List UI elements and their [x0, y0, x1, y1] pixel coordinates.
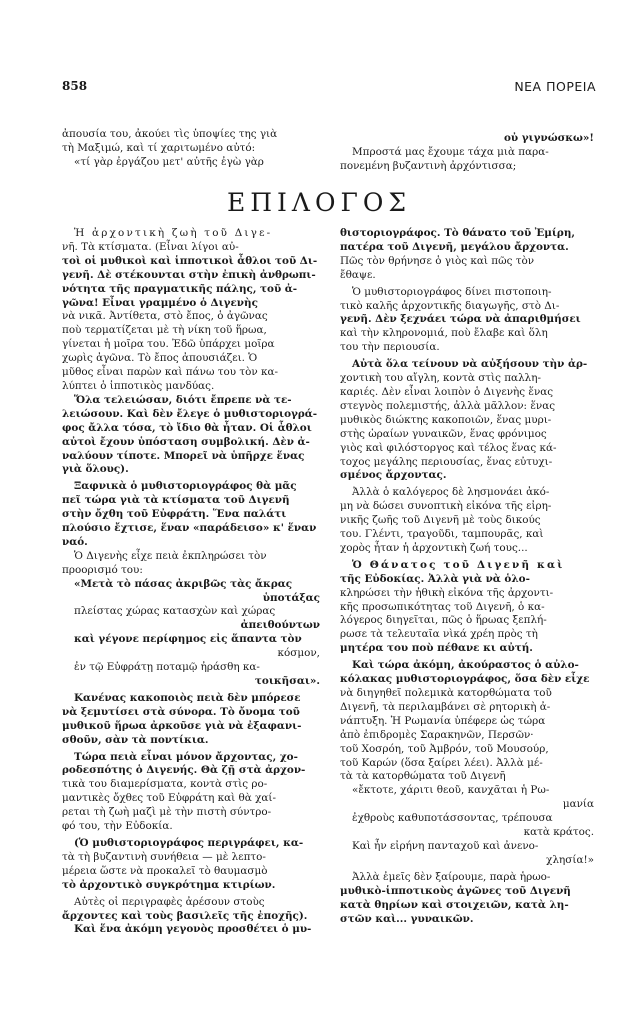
text-line: πλούσιο ἔχτισε, ἕναν «παράδεισο» κ' ἕναν — [62, 522, 317, 535]
text-line: αὐτοὶ ἔχουν ὑπόσταση συμβολική. Δὲν ἀ- — [62, 435, 310, 448]
running-header: ΝΕΑ ΠΟΡΕΙΑ — [514, 79, 596, 94]
text-line: νὰ νικᾶ. Ἀντίθετα, στὸ ἔπος, ὁ ἀγῶνας — [62, 310, 268, 323]
text-line: μυθικὸς διώκτης κακοποιῶν, ἕνας μυρι- — [340, 413, 552, 426]
text-line: κόλακας μυθιστοριογράφος, ὅσα δὲν εἶχε — [340, 673, 590, 686]
text-line: γιὸς καὶ φιλόστοργος καὶ τέλος ἕνας κά- — [340, 441, 557, 454]
text-line: σμένος ἄρχοντας. — [340, 469, 447, 482]
text-line: του. Γλέντι, τραγοῦδι, ταμπουρᾶς, καὶ — [340, 528, 544, 541]
text-line: πεῖ τώρα γιὰ τὰ κτίσματα τοῦ Διγενῆ — [62, 494, 290, 507]
text-line: τικὸ καλῆς ἀρχοντικῆς διαγωγῆς, στὸ Δι- — [340, 299, 560, 312]
text-line: Ἀλλὰ ἐμεῖς δὲν ξαίρουμε, παρὰ ἡρωο- — [352, 870, 551, 883]
text-line: λειώσουν. Καὶ δὲν ἔλεγε ὁ μυθιστοριογρά- — [62, 407, 318, 420]
verse-line: ἐν τῷ Εὐφράτῃ ποταμῷ ἠράσθη κα- — [74, 661, 260, 674]
text-line: Ἡ ἀρχοντικὴ ζωὴ τοῦ Διγε- — [74, 227, 273, 239]
text-line: καὶ τὴν κληρονομιά, ποὺ ἔλαβε καὶ ὅλη — [340, 327, 548, 340]
text-line: νὰ διηγηθεῖ πολεμικὰ κατορθώματα τοῦ — [340, 687, 552, 699]
text-line: μητέρα του ποὺ πέθανε κι αὐτή. — [340, 642, 533, 655]
text-line: Μπροστά μας ἔχουμε τάχα μιὰ παρα- — [352, 145, 549, 158]
verse-line: ἀπειθούντων — [240, 619, 320, 632]
text-line: ροδεσπότης ὁ Διγενής. Θὰ ζῇ στὰ ἀρχον- — [62, 764, 306, 777]
right-column — [340, 227, 594, 926]
text-line: γίνεται ἡ μοῖρα του. Ἐδῶ ὑπάρχει μοῖρα — [62, 338, 275, 351]
text-line: ναό. — [62, 535, 88, 548]
text-line: ρωσε τὰ τελευταῖα νὶκά χρέη πρὸς τὴ — [340, 628, 538, 641]
text-line: ναλύουν τίποτε. Μπορεῖ νὰ ὑπῆρχε ἕνας — [62, 449, 305, 462]
verse-line: Καὶ ἦν εἰρήνη πανταχοῦ καὶ ἀνενο- — [352, 839, 539, 852]
text-line: καριές. Δὲν εἶναι λοιπὸν ὁ Διγενὴς ἕνας — [340, 385, 554, 398]
verse-line: ἐχθροὺς καθυποτάσσοντας, τρέπουσα — [352, 812, 553, 825]
verse-line: τοικῆσαι». — [254, 675, 320, 687]
text-line: μέρεια ὥστε νὰ προκαλεῖ τὸ θαυμασμὸ — [62, 864, 268, 877]
text-line: κατὰ θηρίων καὶ στοιχειῶν, κατὰ λη- — [340, 898, 569, 911]
text-line: τὸ ἀρχοντικὸ συγκρότημα κτιρίων. — [62, 878, 276, 891]
top-left-continuation — [62, 128, 320, 170]
text-line: Ἀλλὰ ὁ καλόγερος δὲ λησμονάει ἀκό- — [352, 486, 550, 499]
text-line: τοῦ Χοσρόη, τοῦ Ἀμβρόν, τοῦ Μουσούρ, — [340, 742, 549, 755]
text-line: μῦθος εἶναι παρὼν καὶ πάνω του τὸν κα- — [62, 366, 279, 379]
page-number: 858 — [62, 79, 88, 93]
text-line: Αὐτὲς οἱ περιγραφὲς ἀρέσουν στοὺς — [74, 895, 265, 908]
text-line: τοὶ οἱ μυθικοὶ καὶ ἱπποτικοὶ ἆθλοι τοῦ Δι- — [62, 254, 318, 267]
text-line: τὴ Μαξιμώ, καὶ τί χαριτωμένο αὐτό: — [62, 141, 256, 154]
text-line: γιὰ ὅλους). — [62, 463, 129, 476]
verse-line: «Μετὰ τὸ πάσας ἀκριβῶς τὰς ἄκρας — [74, 577, 293, 590]
text-line: ρεται τὴ ζωὴ μαζὶ μὲ τὴν πιστὴ σύντρο- — [62, 806, 272, 819]
text-line: (Ὁ μυθιστοριογράφος περιγράφει, κα- — [74, 836, 304, 849]
text-line: Ὁ Θάνατος τοῦ Διγενῆ καὶ — [352, 558, 565, 571]
text-line: ἄρχοντες καὶ τοὺς βασιλεῖς τῆς ἐποχῆς). — [62, 909, 308, 922]
top-right-continuation — [340, 132, 594, 174]
text-line: χωρὶς ἀγῶνα. Τὸ ἔπος ἀπουσιάζει. Ὁ — [62, 352, 258, 365]
text-line: Διγενῆ, τὰ περιλαμβάνει σὲ ρητορικὴ ἀ- — [340, 700, 551, 713]
text-line: Κανένας κακοποιὸς πειὰ δὲν μπόρεσε — [74, 691, 301, 704]
text-line: ἀπουσία του, ἀκούει τὶς ὑποψίες της γιὰ — [62, 128, 278, 140]
text-line: μαντικὲς ὄχθες τοῦ Εὐφράτη καὶ θὰ χαί- — [62, 792, 276, 805]
text-line: Πῶς τὸν θρήνησε ὁ γιὸς καὶ πῶς τὸν — [340, 254, 535, 267]
text-line: του τὴν περιουσία. — [340, 341, 440, 354]
verse-line: κόσμον, — [277, 647, 320, 660]
text-line: τοχος μεγάλης περιουσίας, ἕνας εὐτυχι- — [340, 455, 553, 468]
text-line: Ὅλα τελειώσαν, διότι ἔπρεπε νὰ τε- — [74, 393, 292, 406]
verse-line: κατὰ κράτος. — [523, 826, 594, 839]
text-line: στὴν ὄχθη τοῦ Εὐφράτη. Ἕνα παλάτι — [62, 508, 287, 521]
text-line: χοντικὴ του αἴγλη, κοντὰ στὶς παλλη- — [340, 372, 541, 385]
text-line: προορισμό του: — [62, 563, 143, 576]
text-line: πονεμένη βυζαντινὴ ἀρχόντισσα; — [340, 159, 517, 172]
section-title: ΕΠΙΛΟΓΟΣ — [227, 188, 411, 217]
text-line: νὰ ξεμυτίσει στὰ σύνορα. Τὸ ὄνομα τοῦ — [62, 705, 300, 718]
text-line: οὐ γιγνώσκω»! — [503, 132, 594, 144]
text-line: γῶνα! Εἶναι γραμμένο ὁ Διγενὴς — [62, 296, 258, 309]
verse-line: ὑποτάξας — [262, 591, 320, 604]
text-line: γενῆ. Δὲ στέκουνται στὴν ἐπικὴ ἀνθρωπι- — [62, 268, 316, 281]
text-line: τικὰ του διαμερίσματα, κοντὰ στὶς ρο- — [62, 778, 268, 791]
text-line: νῆ. Τὰ κτίσματα. (Εἶναι λίγοι αὐ- — [62, 240, 239, 253]
left-column — [62, 227, 320, 937]
text-line: κῆς προσωπικότητας τοῦ Διγενῆ, ὁ κα- — [340, 600, 545, 613]
verse-line: καὶ γέγονε περίφημος εἰς ἅπαντα τὸν — [74, 633, 302, 646]
verse-line: πλείστας χώρας κατασχὼν καὶ χώρας — [74, 605, 276, 618]
text-line: κληρώσει τὴν ἠθικὴ εἰκόνα τῆς ἀρχοντι- — [340, 586, 554, 599]
text-line: σθοῦν, σὰν τὰ ποντίκια. — [62, 733, 209, 746]
text-line: στῶν καὶ... γυναικῶν. — [340, 912, 474, 925]
text-line: νάπτυξη. Ἡ Ρωμανία ὑπέφερε ὡς τώρα — [340, 714, 546, 727]
text-line: λόγερος διηγεῖται, πῶς ὁ ἥρωας ξεπλή- — [340, 614, 547, 627]
text-line: «τί γὰρ ἐργάζου μετ' αὐτῆς ἐγὼ γὰρ — [74, 155, 264, 168]
text-line: τὰ τὰ κατορθώματα τοῦ Διγενῆ — [340, 770, 506, 783]
text-line: στεγνὸς πολεμιστής, ἀλλὰ μᾶλλον: ἕνας — [340, 399, 556, 412]
text-line: λύπτει ὁ ἱπποτικὸς μανδύας. — [62, 379, 215, 392]
text-line: τοῦ Καρών (ὅσα ξαίρει λέει). Ἀλλὰ μέ- — [340, 756, 543, 769]
text-line: Καὶ τώρα ἀκόμη, ἀκούραστος ὁ αὐλο- — [352, 659, 579, 672]
text-line: Τώρα πειὰ εἶναι μόνον ἄρχοντας, χο- — [74, 750, 298, 763]
verse-line: χλησία!» — [546, 853, 594, 866]
text-line: θιστοριογράφος. Τὸ θάνατο τοῦ Ἐμίρη, — [340, 227, 576, 239]
text-line: μυθικοῦ ἥρωα ἀρκοῦσε γιὰ νὰ ἐξαφανι- — [62, 719, 302, 732]
text-line: γενῆ. Δὲν ξεχνάει τώρα νὰ ἀπαριθμήσει — [340, 313, 581, 326]
text-line: πατέρα τοῦ Διγενῆ, μεγάλου ἄρχοντα. — [340, 240, 569, 253]
text-line: χορὸς ἦταν ἡ ἀρχοντικὴ ζωή τους... — [340, 541, 528, 554]
text-line: ἀπὸ ἐπιδρομὲς Σαρακηνῶν, Περσῶν· — [340, 728, 534, 741]
verse-line: μανία — [562, 798, 594, 811]
text-line: ἔθαψε. — [340, 268, 376, 281]
text-line: φος ἄλλα τόσα, τὸ ἴδιο θὰ ἦταν. Οἱ ἆθλοι — [62, 421, 312, 434]
text-line: φό του, τὴν Εὐδοκία. — [62, 820, 173, 833]
text-line: μυθικὸ-ἱπποτικοὺς ἀγῶνες τοῦ Διγενῆ — [340, 884, 571, 897]
text-line: Αὐτὰ ὅλα τείνουν νὰ αὐξήσουν τὴν ἀρ- — [352, 358, 588, 371]
text-line: στὴς ὡραίων γυναικῶν, ἕνας φρόνιμος — [340, 427, 547, 440]
text-line: Ξαφνικὰ ὁ μυθιστοριογράφος θὰ μᾶς — [74, 480, 297, 493]
text-line: ποὺ τερματίζεται μὲ τὴ νίκη τοῦ ἥρωα, — [62, 324, 267, 337]
text-line: μη νὰ δώσει συνοπτικὴ εἰκόνα τῆς εἰρη- — [340, 500, 552, 513]
text-line: Καὶ ἕνα ἀκόμη γεγονὸς προσθέτει ὁ μυ- — [74, 923, 312, 936]
verse-line: «ἔκτοτε, χάριτι θεοῦ, κανχᾶται ἡ Ρω- — [352, 784, 550, 797]
text-line: Ὁ μυθιστοριογράφος δίνει πιστοποιη- — [352, 285, 552, 298]
text-line: νότητα τῆς πραγματικῆς πάλης, τοῦ ἀ- — [62, 282, 298, 295]
text-line: νικῆς ζωῆς τοῦ Διγενῆ μὲ τοὺς δικούς — [340, 514, 541, 527]
text-line: τὰ τὴ βυζαντινὴ συνήθεια — μὲ λεπτο- — [62, 850, 266, 863]
text-line: Ὁ Διγενὴς εἶχε πειὰ ἐκπληρώσει τὸν — [74, 549, 267, 562]
text-line: τῆς Εὐδοκίας. Ἀλλὰ γιὰ νὰ ὁλο- — [340, 572, 530, 585]
